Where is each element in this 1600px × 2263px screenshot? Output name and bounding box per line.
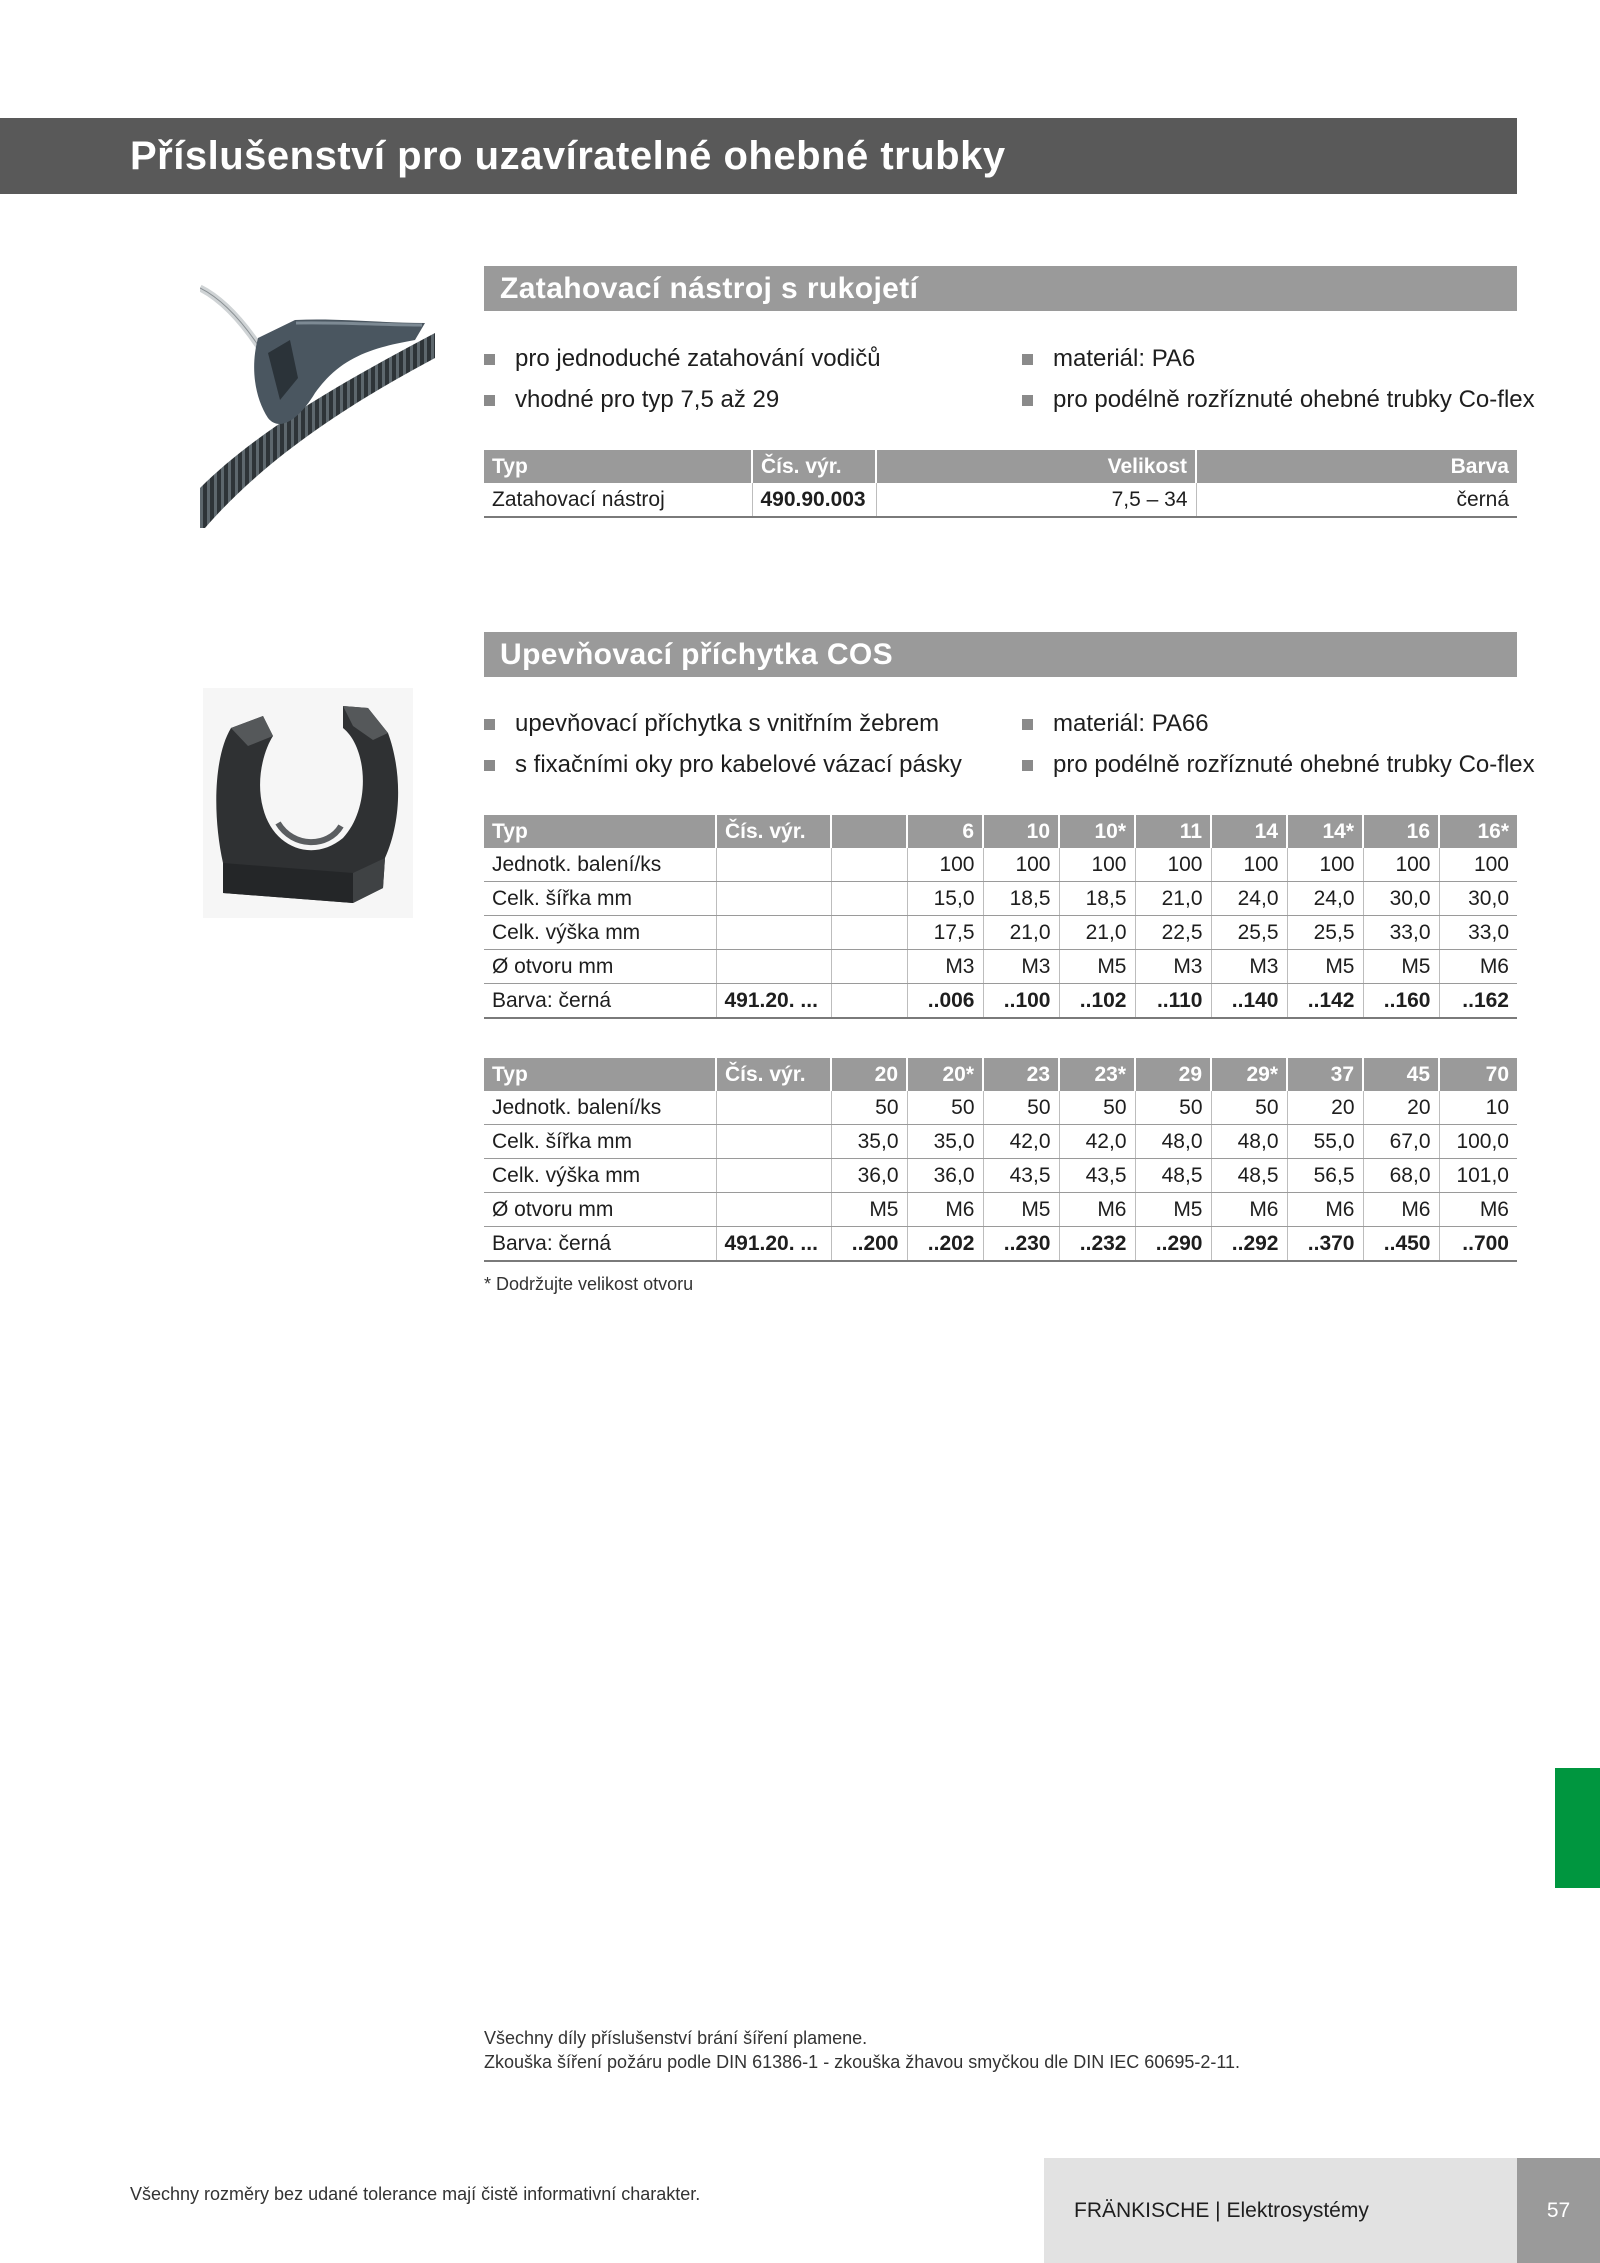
column-header: Velikost: [876, 450, 1196, 483]
table-cell: ..450: [1363, 1227, 1439, 1262]
feature-text: upevňovací příchytka s vnitřním žebrem: [515, 710, 940, 737]
table-cell: [716, 1125, 831, 1159]
footer-brand: [1044, 2158, 1517, 2263]
bullet-square-icon: [484, 760, 495, 771]
table-cell: 55,0: [1287, 1125, 1363, 1159]
table-cell: 33,0: [1439, 916, 1517, 950]
section-tab-marker: [1555, 1768, 1600, 1888]
table-row: [484, 1227, 1517, 1262]
table-cell: 67,0: [1363, 1125, 1439, 1159]
table-cell: 100: [1211, 848, 1287, 882]
feature-text: pro jednoduché zatahování vodičů: [515, 345, 881, 372]
bullet-square-icon: [484, 395, 495, 406]
table-cell: 17,5: [907, 916, 983, 950]
column-header: 29: [1135, 1058, 1211, 1091]
table-cell: 20: [1363, 1091, 1439, 1125]
column-header: 20: [831, 1058, 907, 1091]
table-cell: 100,0: [1439, 1125, 1517, 1159]
table-cell: 100: [1059, 848, 1135, 882]
table-cell: ..230: [983, 1227, 1059, 1262]
table-cell: 491.20. ...: [716, 984, 831, 1019]
table-cell: 10: [1439, 1091, 1517, 1125]
table-cell: 100: [1135, 848, 1211, 882]
table-cell: [716, 1193, 831, 1227]
column-header: 14: [1211, 815, 1287, 848]
table-cell: ..232: [1059, 1227, 1135, 1262]
table-cell: [716, 848, 831, 882]
table-cell: Celk. výška mm: [484, 1159, 716, 1193]
table-cell: 24,0: [1287, 882, 1363, 916]
feature-text: materiál: PA6: [1053, 345, 1196, 372]
column-header: 16*: [1439, 815, 1517, 848]
column-header: 29*: [1211, 1058, 1287, 1091]
table-cell: Celk. výška mm: [484, 916, 716, 950]
table-cell: černá: [1196, 483, 1517, 517]
table-cell: M6: [1439, 950, 1517, 984]
table-cell: [831, 848, 907, 882]
table-cell: [716, 1091, 831, 1125]
table-cell: 21,0: [1135, 882, 1211, 916]
column-header: 45: [1363, 1058, 1439, 1091]
column-header: 70: [1439, 1058, 1517, 1091]
table-cell: M6: [1211, 1193, 1287, 1227]
table-cell: 100: [1439, 848, 1517, 882]
table-cell: M5: [1287, 950, 1363, 984]
table-cell: ..202: [907, 1227, 983, 1262]
table-cell: Jednotk. balení/ks: [484, 848, 716, 882]
table-cell: 18,5: [1059, 882, 1135, 916]
table-cell: 50: [1211, 1091, 1287, 1125]
column-header: 16: [1363, 815, 1439, 848]
table-cell: Barva: černá: [484, 1227, 716, 1262]
fire-safety-note: [484, 2026, 1240, 2074]
table-cell: 42,0: [1059, 1125, 1135, 1159]
table-cell: ..700: [1439, 1227, 1517, 1262]
table-cell: 48,5: [1211, 1159, 1287, 1193]
feature-item: [484, 748, 962, 789]
table-cell: 36,0: [907, 1159, 983, 1193]
table-cell: M5: [1059, 950, 1135, 984]
table-cell: ..110: [1135, 984, 1211, 1019]
column-header: Typ: [484, 1058, 716, 1091]
table-cell: ..162: [1439, 984, 1517, 1019]
column-header: [831, 815, 907, 848]
table-cell: 22,5: [1135, 916, 1211, 950]
column-header: Barva: [1196, 450, 1517, 483]
column-header: 11: [1135, 815, 1211, 848]
table-cell: M6: [1059, 1193, 1135, 1227]
table-cell: [831, 916, 907, 950]
footnote: * Dodržujte velikost otvoru: [484, 1274, 694, 1294]
table-cell: ..292: [1211, 1227, 1287, 1262]
table-cell: M5: [983, 1193, 1059, 1227]
feature-item: [1022, 383, 1535, 424]
table-cell: Zatahovací nástroj: [484, 483, 752, 517]
table-cell: 68,0: [1363, 1159, 1439, 1193]
column-header: 37: [1287, 1058, 1363, 1091]
table-cell: M6: [1363, 1193, 1439, 1227]
table-cell: M3: [1135, 950, 1211, 984]
column-header: 10*: [1059, 815, 1135, 848]
column-header: Typ: [484, 815, 716, 848]
note-line: Zkouška šíření požáru podle DIN 61386-1 - zkouška žhavou smyčkou dle DIN IEC 60695-2-11.: [484, 2052, 1241, 2072]
table-cell: M5: [831, 1193, 907, 1227]
note-line: Všechny díly příslušenství brání šíření plamene.: [484, 2028, 868, 2048]
table-row: [484, 1125, 1517, 1159]
column-header: 6: [907, 815, 983, 848]
table-cell: ..006: [907, 984, 983, 1019]
bullet-square-icon: [484, 719, 495, 730]
table-row: [484, 950, 1517, 984]
cos-clip-image: [203, 688, 413, 918]
table-cell: ..290: [1135, 1227, 1211, 1262]
cos-clip-table-small: [484, 815, 1517, 1019]
feature-text: s fixačními oky pro kabelové vázací pásky: [515, 751, 962, 778]
table-cell: 30,0: [1439, 882, 1517, 916]
table-cell: ..140: [1211, 984, 1287, 1019]
table-cell: 43,5: [1059, 1159, 1135, 1193]
feature-item: [484, 707, 962, 748]
table-cell: 15,0: [907, 882, 983, 916]
column-header: 14*: [1287, 815, 1363, 848]
table-cell: [831, 984, 907, 1019]
table-cell: ..100: [983, 984, 1059, 1019]
table-cell: 100: [1287, 848, 1363, 882]
table-cell: 25,5: [1287, 916, 1363, 950]
table-row: [484, 984, 1517, 1019]
feature-text: pro podélně rozříznuté ohebné trubky Co-flex: [1053, 751, 1535, 778]
table-cell: 7,5 – 34: [876, 483, 1196, 517]
table-cell: ..160: [1363, 984, 1439, 1019]
table-cell: 48,0: [1211, 1125, 1287, 1159]
table-cell: [716, 882, 831, 916]
column-header: 10: [983, 815, 1059, 848]
feature-text: materiál: PA66: [1053, 710, 1209, 737]
table-cell: 490.90.003: [752, 483, 876, 517]
table-cell: 100: [907, 848, 983, 882]
table-cell: [831, 950, 907, 984]
pulling-tool-table: [484, 450, 1517, 518]
table-cell: ..200: [831, 1227, 907, 1262]
table-cell: 48,5: [1135, 1159, 1211, 1193]
column-header: Čís. výr.: [716, 815, 831, 848]
table-row: [484, 1193, 1517, 1227]
page-title: Příslušenství pro uzavíratelné ohebné trubky: [0, 118, 1517, 194]
table-cell: 50: [907, 1091, 983, 1125]
bullet-square-icon: [1022, 719, 1033, 730]
table-cell: M6: [1287, 1193, 1363, 1227]
table-cell: 20: [1287, 1091, 1363, 1125]
table-cell: M6: [1439, 1193, 1517, 1227]
table-cell: 35,0: [907, 1125, 983, 1159]
column-header: Čís. výr.: [752, 450, 876, 483]
table-cell: ..102: [1059, 984, 1135, 1019]
table-cell: [716, 1159, 831, 1193]
table-cell: M5: [1363, 950, 1439, 984]
table-cell: 25,5: [1211, 916, 1287, 950]
brand-text: FRÄNKISCHE | Elektrosystémy: [1074, 2198, 1369, 2222]
table-cell: [716, 950, 831, 984]
table-cell: M3: [1211, 950, 1287, 984]
bullet-square-icon: [1022, 395, 1033, 406]
table-row: [484, 916, 1517, 950]
column-header: Čís. výr.: [716, 1058, 831, 1091]
table-cell: 50: [983, 1091, 1059, 1125]
pulling-tool-image: [200, 278, 435, 528]
table-cell: 43,5: [983, 1159, 1059, 1193]
table-cell: Jednotk. balení/ks: [484, 1091, 716, 1125]
table-cell: Celk. šířka mm: [484, 1125, 716, 1159]
feature-text: pro podélně rozříznuté ohebné trubky Co-flex: [1053, 386, 1535, 413]
table-cell: 21,0: [1059, 916, 1135, 950]
table-row: [484, 483, 1517, 517]
table-cell: 35,0: [831, 1125, 907, 1159]
table-cell: Celk. šířka mm: [484, 882, 716, 916]
table-cell: 491.20. ...: [716, 1227, 831, 1262]
page-number: 57: [1517, 2158, 1600, 2263]
feature-item: [1022, 342, 1535, 383]
table-cell: 30,0: [1363, 882, 1439, 916]
bullet-square-icon: [484, 354, 495, 365]
table-row: [484, 1091, 1517, 1125]
table-cell: ..370: [1287, 1227, 1363, 1262]
table-cell: 24,0: [1211, 882, 1287, 916]
table-row: [484, 1159, 1517, 1193]
table-cell: 100: [1363, 848, 1439, 882]
section-title-cos-clip: Upevňovací příchytka COS: [484, 632, 1517, 677]
table-cell: 101,0: [1439, 1159, 1517, 1193]
feature-text: vhodné pro typ 7,5 až 29: [515, 386, 780, 413]
table-cell: Barva: černá: [484, 984, 716, 1019]
table-cell: Ø otvoru mm: [484, 950, 716, 984]
table-cell: 21,0: [983, 916, 1059, 950]
table-cell: 56,5: [1287, 1159, 1363, 1193]
footer-disclaimer: Všechny rozměry bez udané tolerance mají čistě informativní charakter.: [130, 2184, 701, 2204]
table-cell: M5: [1135, 1193, 1211, 1227]
bullet-square-icon: [1022, 354, 1033, 365]
column-header: 20*: [907, 1058, 983, 1091]
table-cell: 33,0: [1363, 916, 1439, 950]
feature-item: [1022, 748, 1535, 789]
table-cell: M6: [907, 1193, 983, 1227]
table-cell: 42,0: [983, 1125, 1059, 1159]
table-row: [484, 848, 1517, 882]
table-cell: 100: [983, 848, 1059, 882]
table-cell: M3: [907, 950, 983, 984]
column-header: 23*: [1059, 1058, 1135, 1091]
table-row: [484, 882, 1517, 916]
table-cell: 48,0: [1135, 1125, 1211, 1159]
column-header: Typ: [484, 450, 752, 483]
table-cell: [831, 882, 907, 916]
table-cell: [716, 916, 831, 950]
section-title-pulling-tool: Zatahovací nástroj s rukojetí: [484, 266, 1517, 311]
table-cell: 36,0: [831, 1159, 907, 1193]
feature-item: [484, 342, 881, 383]
table-cell: 50: [1135, 1091, 1211, 1125]
column-header: 23: [983, 1058, 1059, 1091]
cos-clip-table-large: [484, 1058, 1517, 1262]
table-cell: 50: [1059, 1091, 1135, 1125]
table-cell: M3: [983, 950, 1059, 984]
bullet-square-icon: [1022, 760, 1033, 771]
feature-item: [484, 383, 881, 424]
table-cell: Ø otvoru mm: [484, 1193, 716, 1227]
table-cell: 18,5: [983, 882, 1059, 916]
table-cell: ..142: [1287, 984, 1363, 1019]
feature-item: [1022, 707, 1535, 748]
table-cell: 50: [831, 1091, 907, 1125]
